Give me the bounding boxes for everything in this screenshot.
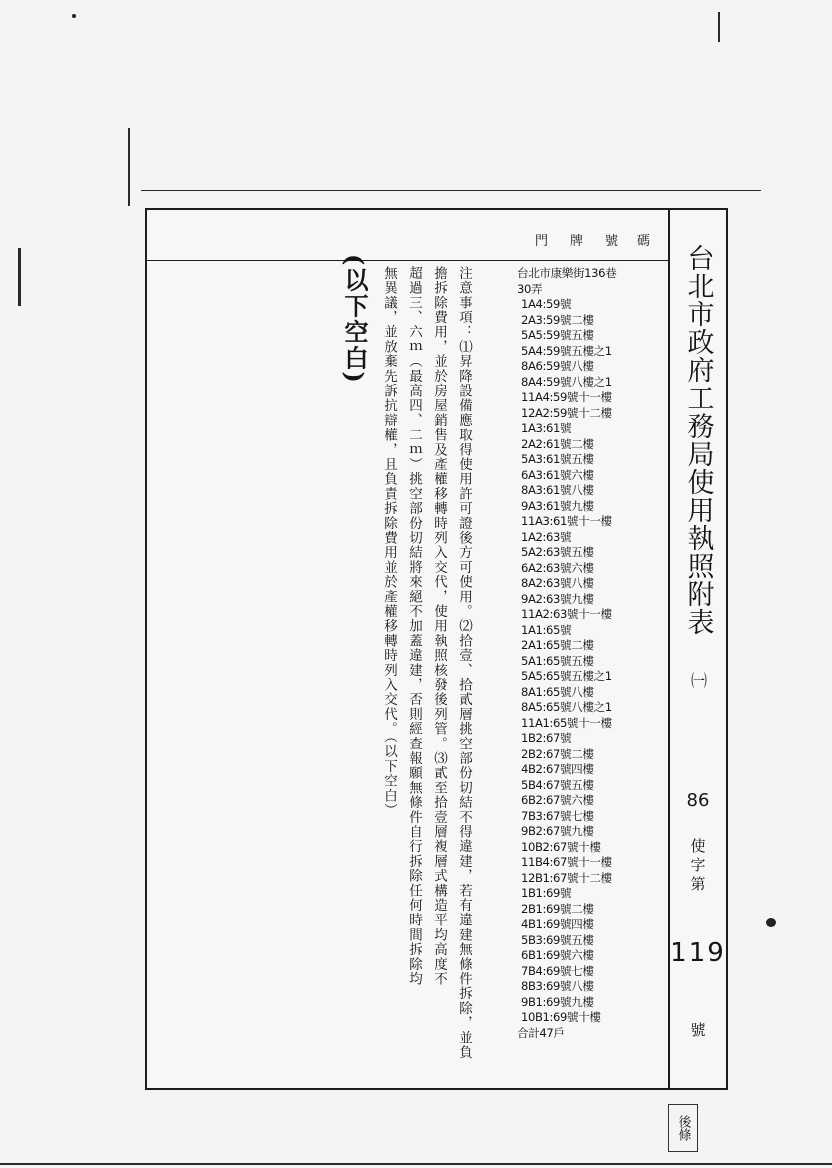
address-row: 7B4:69號七樓 — [521, 963, 594, 978]
document-frame — [145, 208, 728, 1090]
address-row: 5A3:61號五樓 — [521, 452, 594, 466]
column-header-char: 碼 — [637, 234, 651, 249]
title-part: ㈠ — [688, 672, 708, 688]
address-row: 4B2:67號四樓 — [521, 762, 594, 776]
address-row: 6B1:69號六樓 — [521, 948, 594, 962]
address-row: 10B1:69號十樓 — [521, 1010, 601, 1024]
address-row: 台北市康樂街136巷 — [517, 266, 617, 280]
scan-line — [141, 190, 761, 191]
address-row: 6A3:61號六樓 — [521, 467, 594, 482]
scan-line — [18, 248, 21, 306]
address-row: 7B3:67號七樓 — [521, 808, 594, 823]
address-row: 12A2:59號十二樓 — [521, 405, 612, 420]
address-list — [517, 266, 669, 1041]
address-row: 5B3:69號五樓 — [521, 932, 594, 947]
column-header-char: 牌 — [570, 234, 584, 249]
ink-speck — [72, 14, 76, 18]
address-row: 2B1:69號二樓 — [521, 901, 594, 916]
address-row: 8A1:65號八樓 — [521, 684, 594, 699]
address-row: 11A1:65號十一樓 — [521, 715, 612, 730]
handwritten-blank-mark: (以下空白) — [340, 254, 369, 385]
address-row: 6B2:67號六樓 — [521, 793, 594, 807]
license-number-suffix: 號 — [688, 1022, 707, 1037]
ink-speck — [766, 918, 776, 927]
address-row: 5A1:65號五樓 — [521, 653, 594, 668]
year: 86 — [686, 790, 710, 811]
address-row: 4B1:69號四樓 — [521, 917, 594, 931]
notes-column-3: 超過三、六ｍ（最高四、二ｍ）挑空部份切結將來絕不加蓋違建，否則經查報願無條件自行拆除任何時間拆除均 — [406, 266, 422, 987]
license-number: 119 — [670, 938, 726, 968]
address-row: 8B3:69號八樓 — [521, 979, 594, 993]
address-row: 11A3:61號十一樓 — [521, 514, 612, 528]
column-header-char: 門 — [535, 234, 549, 249]
scan-line — [0, 1163, 832, 1165]
address-row: 1A1:65號 — [521, 622, 572, 637]
address-row: 30弄 — [517, 281, 543, 296]
address-row: 12B1:67號十二樓 — [521, 870, 612, 885]
address-row: 6A2:63號六樓 — [521, 560, 594, 575]
address-row: 11A2:63號十一樓 — [521, 607, 612, 621]
scan-line — [128, 128, 130, 206]
address-row: 11A4:59號十一樓 — [521, 390, 612, 404]
address-row: 9A2:63號九樓 — [521, 591, 594, 606]
notes-column-4: 無異議，並放棄先訴抗辯權，且負責拆除費用並於產權移轉時列入交代。（以下空白） — [381, 266, 397, 818]
address-row: 2A2:61號二樓 — [521, 436, 594, 451]
address-row: 1A2:63號 — [521, 529, 572, 544]
address-row: 8A6:59號八樓 — [521, 359, 594, 373]
address-row: 5A4:59號五樓之1 — [521, 343, 612, 358]
address-row: 1B1:69號 — [521, 886, 572, 900]
address-row: 5B4:67號五樓 — [521, 777, 594, 792]
document-title: 台北市政府工務局使用執照附表 — [682, 244, 714, 636]
notes-column-2: 擔拆除費用，並於房屋銷售及產權移轉時列入交代，使用執照核發後列管。⑶貳至拾壹層複層式構造平均高度不 — [431, 266, 447, 987]
address-row: 8A3:61號八樓 — [521, 483, 594, 497]
address-row: 9B2:67號九樓 — [521, 824, 594, 838]
address-row: 2A3:59號二樓 — [521, 312, 594, 327]
address-row: 2A1:65號二樓 — [521, 638, 594, 652]
notes-column-1: 注意事項：⑴昇降設備應取得使用許可證後方可使用。⑵拾壹、拾貳層挑空部份切結不得違建，若有違建無條件拆除，並負 — [456, 266, 472, 1060]
address-row: 1B2:67號 — [521, 731, 572, 745]
address-row: 1A3:61號 — [521, 421, 572, 435]
address-row: 5A2:63號五樓 — [521, 545, 594, 559]
address-row: 8A5:65號八樓之1 — [521, 700, 612, 714]
address-row: 9A3:61號九樓 — [521, 498, 594, 513]
address-row: 8A4:59號八樓之1 — [521, 374, 612, 389]
address-row: 11B4:67號十一樓 — [521, 855, 612, 869]
column-header-char: 號 — [605, 234, 619, 249]
address-row: 1A4:59號 — [521, 297, 572, 311]
address-row: 9B1:69號九樓 — [521, 994, 594, 1009]
address-row: 10B2:67號十樓 — [521, 839, 601, 854]
column-header — [147, 210, 670, 261]
address-row: 合計47戶 — [517, 1025, 565, 1040]
scan-line — [718, 12, 720, 42]
address-row: 5A5:59號五樓 — [521, 328, 594, 342]
address-row: 2B2:67號二樓 — [521, 746, 594, 761]
address-row: 8A2:63號八樓 — [521, 576, 594, 590]
license-type-label: 使字第 — [688, 838, 707, 895]
title-column — [668, 210, 726, 1088]
stamp: 後條 — [668, 1104, 698, 1152]
address-row: 5A5:65號五樓之1 — [521, 669, 612, 683]
